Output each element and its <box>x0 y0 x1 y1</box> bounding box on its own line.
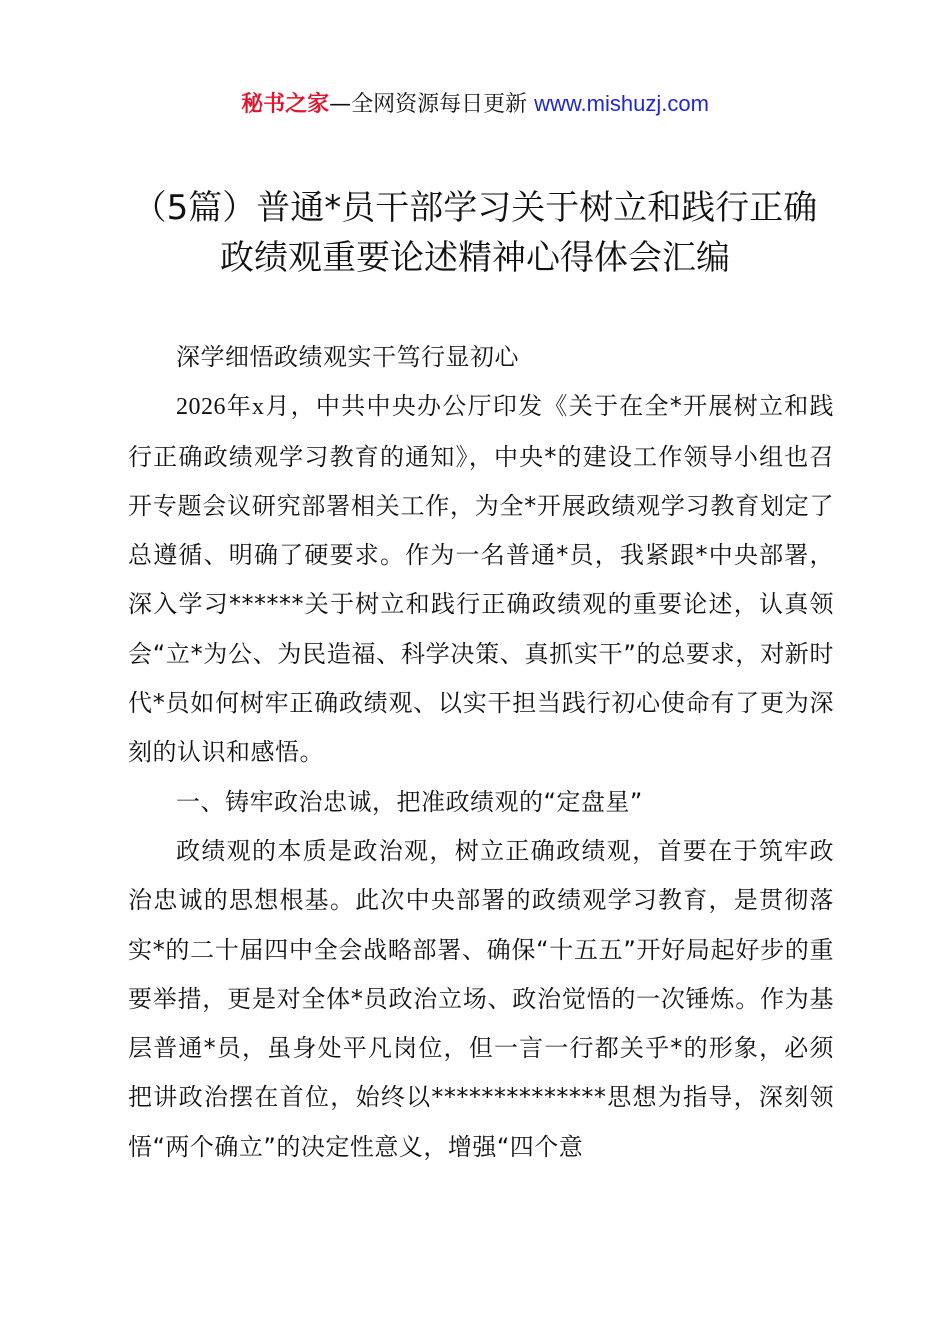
site-header <box>0 88 950 121</box>
article-subtitle: 深学细悟政绩观实干笃行显初心 <box>176 343 519 371</box>
document-title: （5篇）普通*员干部学习关于树立和践行正确政绩观重要论述精神心得体会汇编 <box>132 188 818 278</box>
body-paragraph-intro <box>128 382 834 777</box>
body-paragraph-1: 政绩观的本质是政治观，树立正确政绩观，首要在于筑牢政治忠诚的思想根基。此次中央部署的政绩观学习教育，是贯彻落实*的二十届四中全会战略部署、确保“十五五”开好局起好步的重要举措，更是对全体*员政治立场、政治觉悟的一次锤炼。作为基层普通*员，虽身处平凡岗位，但一言一行都关乎*的形象，必须把讲政治摆在首位，始终以**************思想为指导，深刻领悟“两个确立”的决定性意义，增强“四个意 <box>128 836 834 1161</box>
header-tagline: —全网资源每日更新 <box>329 92 535 117</box>
brand-name: 秘书之家 <box>241 92 330 117</box>
site-url-link[interactable]: www.mishuzj.com <box>534 91 709 116</box>
intro-date: 2026年x月 <box>176 394 291 421</box>
document-body <box>128 333 834 1172</box>
section-heading-1: 一、铸牢政治忠诚，把准政绩观的“定盘星” <box>176 787 643 816</box>
intro-text: ，中共中央办公厅印发《关于在全*开展树立和践行正确政绩观学习教育的通知》，中央*的建设工作领导小组也召开专题会议研究部署相关工作，为全*开展政绩观学习教育划定了总遵循、明确了硬要求。作为一名普通*员，我紧跟*中央部署，深入学习******关于树立和践行正确政绩观的重要论述，认真领会“立*为公、为民造福、科学决策、真抓实干”的总要求，对新时代*员如何树牢正确政绩观、以实干担当践行初心使命有了更为深刻的认识和感悟。 <box>128 392 835 767</box>
